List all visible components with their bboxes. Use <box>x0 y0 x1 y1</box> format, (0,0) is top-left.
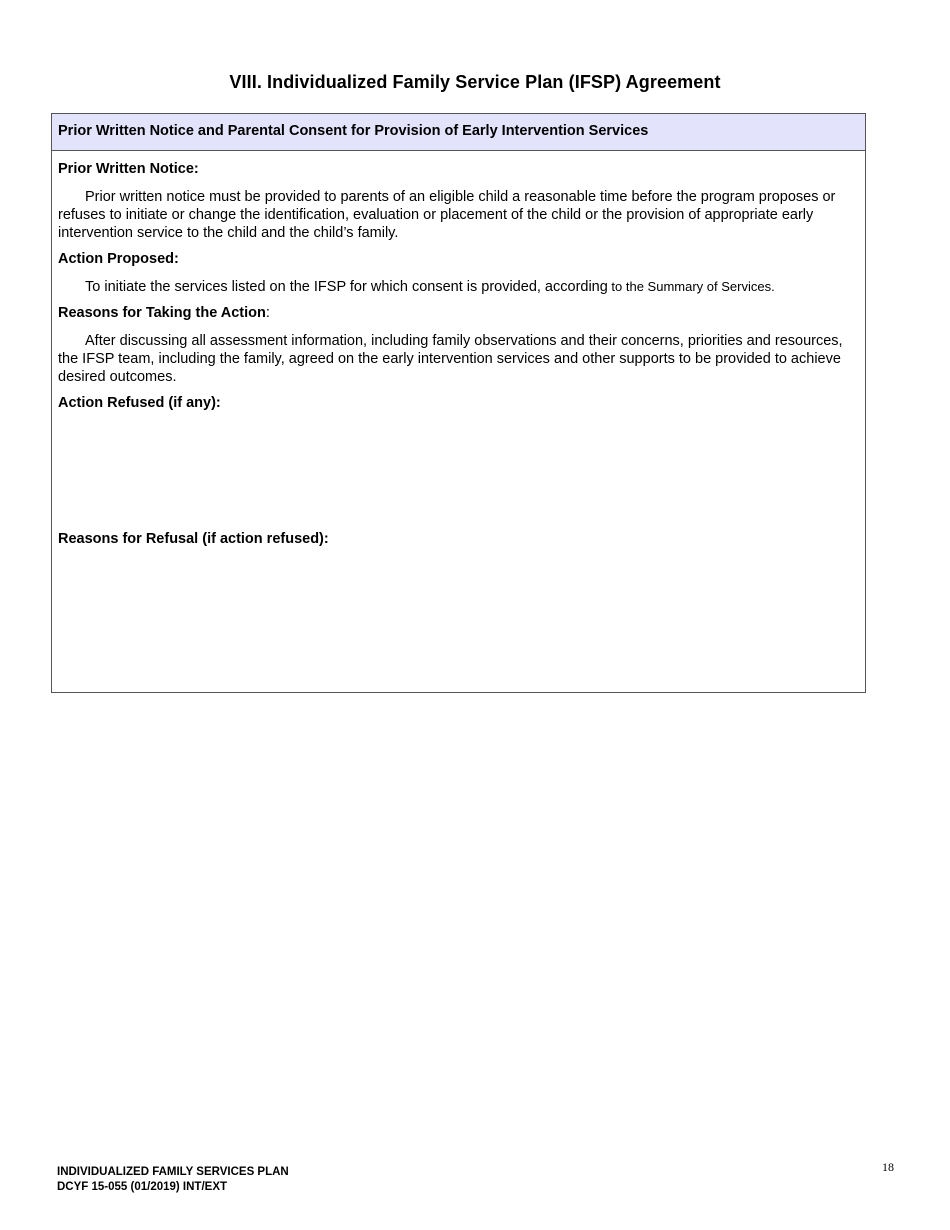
prior-notice-text: Prior written notice must be provided to parents of an eligible child a reasonable time before the program proposes or refuses to initiate or change the identification, evaluation or placement of the child or the provision of appropriate early intervention service to the child and the child’s family. <box>58 189 836 241</box>
form-body <box>52 160 865 678</box>
action-refused-entry-area[interactable] <box>58 412 859 530</box>
page-title: VIII. Individualized Family Service Plan (IFSP) Agreement <box>229 72 721 92</box>
prior-written-notice-form <box>51 113 866 693</box>
footer-line-2: DCYF 15-055 (01/2019) INT/EXT <box>57 1181 228 1193</box>
footer-form-id <box>57 1165 289 1195</box>
reasons-action-heading: Reasons for Taking the Action <box>58 305 266 321</box>
reasons-action-heading-colon: : <box>265 305 270 321</box>
form-header: Prior Written Notice and Parental Consent for Provision of Early Intervention Services <box>52 114 865 151</box>
page-number: 18 <box>882 1160 894 1174</box>
action-refused-heading: Action Refused (if any): <box>58 395 221 411</box>
action-proposed-text-tail: to the Summary of Services. <box>607 279 775 294</box>
action-proposed-text: To initiate the services listed on the IFSP for which consent is provided, according <box>85 279 608 295</box>
reasons-refusal-entry-area[interactable] <box>58 548 859 678</box>
reasons-action-text: After discussing all assessment information, including family observations and their concerns, priorities and resources, the IFSP team, including the family, agreed on the early intervention services and other supports to be provided to achieve desired outcomes. <box>58 333 843 385</box>
footer-line-1: INDIVIDUALIZED FAMILY SERVICES PLAN <box>57 1166 289 1178</box>
reasons-refusal-heading: Reasons for Refusal (if action refused): <box>58 531 329 547</box>
prior-notice-heading: Prior Written Notice: <box>58 161 199 177</box>
action-proposed-heading: Action Proposed: <box>58 251 179 267</box>
reasons-action-heading-line <box>58 304 859 322</box>
action-proposed-paragraph <box>58 278 859 296</box>
